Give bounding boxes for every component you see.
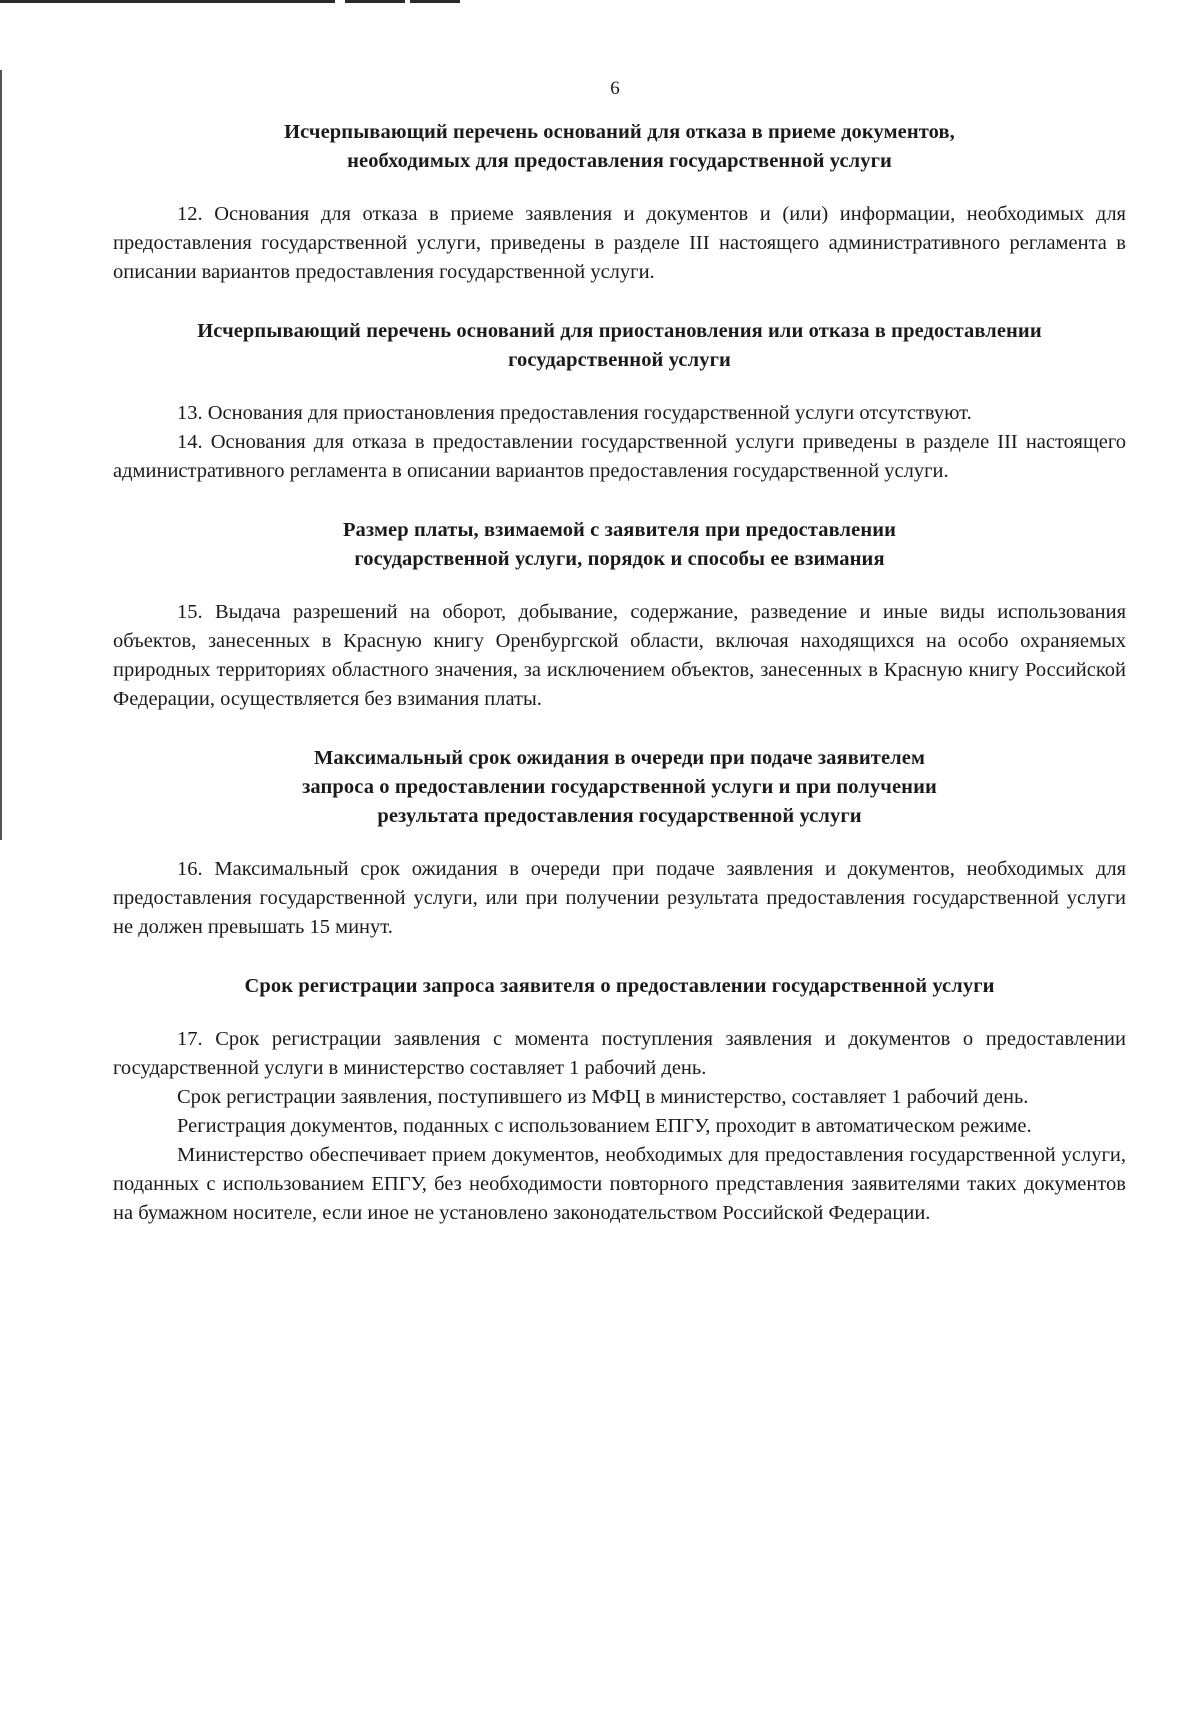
page-number: 6 (610, 78, 620, 99)
heading-line: Исчерпывающий перечень оснований для отказа в приеме документов, (284, 121, 955, 143)
section-refusal-acceptance (113, 118, 1126, 287)
section-heading (113, 118, 1126, 176)
heading-line: Исчерпывающий перечень оснований для приостановления или отказа в предоставлении (197, 320, 1042, 342)
section-heading (113, 317, 1126, 375)
paragraph-14: 14. Основания для отказа в предоставлении государственной услуги приведены в разделе III настоящего административного регламента в описании вариантов предоставления государственной услуги. (113, 431, 1126, 482)
paragraph-16: 16. Максимальный срок ожидания в очереди при подаче заявления и документов, необходимых для предоставления государственной услуги, или при получении результата предоставления государственной услуги не должен превышать 15 минут. (113, 858, 1126, 938)
heading-line: необходимых для предоставления государственной услуги (347, 150, 892, 172)
section-heading (113, 744, 1126, 831)
scan-edge-mark (410, 0, 460, 3)
section-heading (113, 516, 1126, 574)
paragraph-17: 17. Срок регистрации заявления с момента поступления заявления и документов о предоставлении государственной услуги в министерство составляет 1 рабочий день. (113, 1028, 1126, 1079)
paragraph-mfc-registration: Срок регистрации заявления, поступившего из МФЦ в министерство, составляет 1 рабочий день. (177, 1086, 1029, 1108)
paragraph-epgu-registration: Регистрация документов, поданных с использованием ЕПГУ, проходит в автоматическом режиме. (177, 1115, 1032, 1137)
scan-edge-mark (0, 70, 2, 840)
section-registration-term (113, 972, 1126, 1228)
section-waiting-time (113, 744, 1126, 942)
heading-line: Срок регистрации запроса заявителя о предоставлении государственной услуги (244, 975, 995, 997)
paragraph-15: 15. Выдача разрешений на оборот, добывание, содержание, разведение и иные виды использования объектов, занесенных в Красную книгу Оренбургской области, включая находящихся на особо охраняемых природных территориях областного значения, за исключением объектов, занесенных в Красную книгу Российской Федерации, осуществляется без взимания платы. (113, 601, 1126, 710)
heading-line: государственной услуги (508, 349, 731, 371)
section-suspension-refusal (113, 317, 1126, 486)
heading-line: результата предоставления государственной услуги (377, 805, 862, 827)
paragraph-ministry-acceptance: Министерство обеспечивает прием документов, необходимых для предоставления государственной услуги, поданных с использованием ЕПГУ, без необходимости повторного представления заявителями таких документов на бумажном носителе, если иное не установлено законодательством Российской Федерации. (113, 1144, 1126, 1224)
scan-edge-mark (345, 0, 405, 3)
heading-line: запроса о предоставлении государственной услуги и при получении (302, 776, 937, 798)
heading-line: государственной услуги, порядок и способы ее взимания (354, 548, 885, 570)
section-fee (113, 516, 1126, 714)
section-heading (113, 972, 1126, 1001)
heading-line: Размер платы, взимаемой с заявителя при предоставлении (342, 519, 897, 541)
paragraph-12: 12. Основания для отказа в приеме заявления и документов и (или) информации, необходимых для предоставления государственной услуги, приведены в разделе III настоящего административного регламента в описании вариантов предоставления государственной услуги. (113, 203, 1126, 283)
heading-line: Максимальный срок ожидания в очереди при подаче заявителем (313, 747, 926, 769)
document-body (113, 118, 1126, 1228)
paragraph-13: 13. Основания для приостановления предоставления государственной услуги отсутствуют. (177, 402, 972, 424)
scan-edge-mark (0, 0, 335, 3)
